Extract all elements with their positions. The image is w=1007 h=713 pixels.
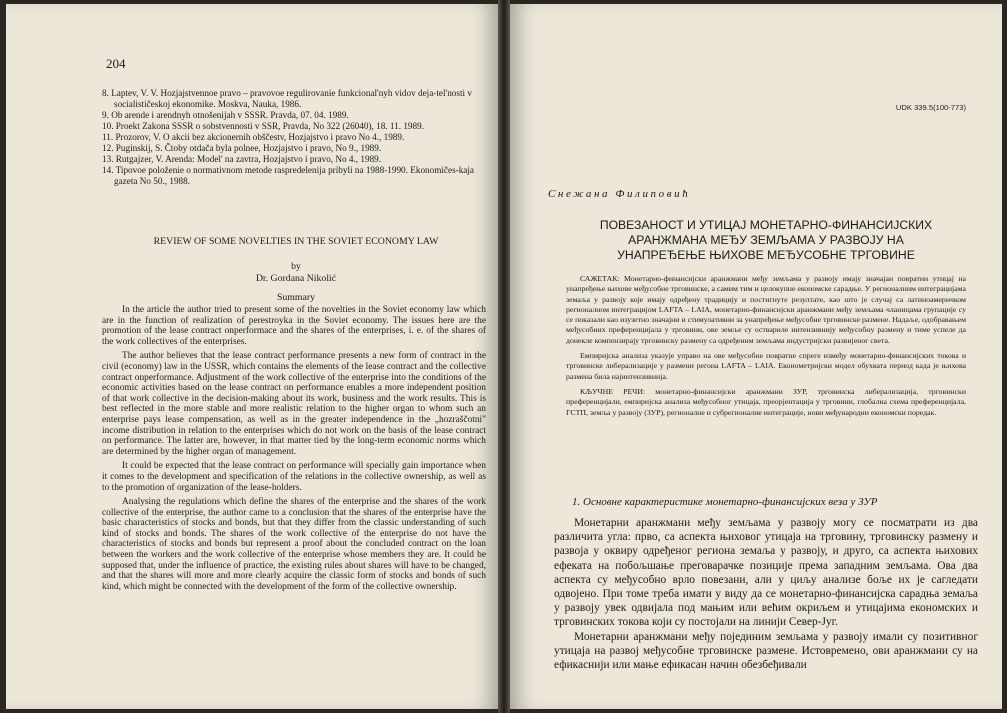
article-body [554, 516, 978, 672]
title-line: АРАНЖМАНА МЕЂУ ЗЕМЉАМА У РАЗВОЈУ НА [628, 233, 904, 247]
summary-body [102, 305, 486, 596]
paragraph: It could be expected that the lease contract on performance will specially gain importance when it comes to the development and specification of the relations in the collective ownership, as well as to the promotion of organization of the lease-holders. [102, 461, 486, 493]
reference-item: 11. Prozorov, V. O akcii bez akcionernih obščestv, Hozjajstvo i pravo No 4., 1989. [102, 132, 405, 142]
right-page [510, 4, 1002, 709]
reference-item: 10. Proekt Zakona SSSR o sobstvennosti v SSR, Pravda, No 322 (26040), 18. 11. 1989. [102, 121, 424, 131]
title-line: УНАПРЕЂЕЊЕ ЊИХОВЕ МЕЂУСОБНЕ ТРГОВИНЕ [617, 248, 915, 262]
paragraph: Монетарни аранжмани међу појединим земљама у развоју имали су позитивног утицаја на развој међусобне трговинске размене. Истовремено, ови аранжмани су на ефикаснији или мање ефикасан начин обезбеђивали [554, 630, 978, 672]
reference-item: 12. Puginskij, S. Čtoby otdača byla polnee, Hozjajstvo i pravo, No 9., 1989. [102, 143, 382, 153]
reference-item: 14. Tipovoe položenie o normativnom metode raspredelenija pribyli na 1988-1990. Ekonomičes-kaja gazeta No 50., 1988. [102, 165, 475, 186]
abstract-paragraph: САЖЕТАК: Монетарно-финансијски аранжмани међу земљама у развоју имају значајан повратни утицај на унапређење њихове међусобне трговинске, а самим тим и целокупне економске сарадње. У регионалним интеграцијама земаља у развоју које имају одређену традицију и постигнуте резултате, као што је случај са латиноамеричком регионалном интеграцијом LAFTA – LAIA, монетарно-финансијски аранжмани међу земљама чланицама групације су се показали као изузетно значајни и стимулативни за унапређење међусобне трговинске размене. Надаље, одобравањем међусобних преференцијала у трговини, ове земље су оствариле интензивнију међусобну размену и тиме успеле да донекле компензирају трговинску размену са одређеним земљама индустријски развијеног света. [566, 274, 966, 345]
paragraph: Analysing the regulations which define the shares of the enterprise and the shares of the work collective of the enterprise, the author came to a conclusion that the shares of the enterprise have the basic characteristics of stocks and bonds, but that they differ from the classic understanding of such kind of stocks and bonds. The shares of the work collective of the enterprise do not have the characteristics of stocks and bonds but represent a proof about the concluded contract on the loan between the workers and the work collective of the enterprise whose members they are. It could be supposed that, under the influence of practice, the existing rules about shares will have to be changed, and that the shares will more and more clearly acquire the classic form of stocks and bonds of such kind, which might be connected with the development of the form of the collective ownership. [102, 497, 486, 592]
reference-list [102, 88, 486, 187]
byline-by: by [291, 261, 301, 272]
summary-heading: Summary [276, 292, 316, 303]
review-title: REVIEW OF SOME NOVELTIES IN THE SOVIET ECONOMY LAW [153, 236, 439, 247]
title-line: ПОВЕЗАНОСТ И УТИЦАЈ МОНЕТАРНО-ФИНАНСИЈСКИХ [599, 218, 933, 232]
paragraph: In the article the author tried to present some of the novelties in the Soviet economy law which are in the function of realization of perestroyka in the Soviet economy. The issues here are the promotion of the lease contract onperformace and the shares of the enterprises, i. e. of the shares of the work collectives of the enterprises. [102, 305, 486, 347]
keywords: КЉУЧНЕ РЕЧИ: монетарно-финансијски аранжмани ЗУР, трговинска либерализација, трговински преференцијали, емпиријска анализа међусобног утицаја, преорјентација у трговини, глобална схема преференцијала, ГСТП, земља у развоју (ЗУР), регионалне и субрегионалне интеграције, нови међународни економски поредак. [566, 386, 966, 417]
review-author: Dr. Gordana Nikolić [255, 273, 337, 284]
page-number: 204 [106, 56, 126, 71]
reference-item: 8. Laptev, V. V. Hozjajstvennoe pravo – pravovoe regulirovanie funkcional'nyh vidov deja-tel'nosti v socialističeskoj ekonomike. Moskva, Nauka, 1986. [102, 88, 472, 109]
book-gutter [498, 0, 510, 713]
udk-code: UDK 339.5(100-773) [895, 103, 966, 112]
left-page [6, 4, 498, 709]
abstract [566, 274, 966, 423]
article-author: Снежана Филиповић [548, 188, 691, 200]
section-heading: 1. Основне карактеристике монетарно-финансијских веза у ЗУР [572, 496, 878, 508]
paragraph: Монетарни аранжмани међу земљама у развоју могу се посматрати из два различита угла: прво, са аспекта њиховог утицаја на трговину, трговинску размену и развоја у оквиру одређеног региона земаља у развоју, и друго, са аспекта њихових ефеката на побољшање преговарачке позиције према западним земљама. Ова два аспекта су међусобно врло повезани, али у циљу анализе боље их је сагледати одвојено. При томе треба имати у виду да се монетарно-финансијска сарадња земаља у развоју увек одвијала под мањим или већим окриљем и утицајима економских и трговинских токова који су постојали на линији Север-Југ. [554, 517, 978, 629]
abstract-paragraph: Емпиријска анализа указује управо на ове међусобне повратне спреге између монетарно-финансијских токова и трговинске либерализације у размени регона LAFTA – LAIA. Економетријски модел обухвата период када је њихова размена била најинтензивнија. [566, 351, 966, 381]
reference-item: 13. Rutgajzer, V. Arenda: Model' na zavtra, Hozjajstvo i pravo, No 4., 1989. [102, 154, 382, 164]
paragraph: The author believes that the lease contract performance presents a new form of contract in the civil (economy) law in the USSR, which contains the elements of the lease contract and the collective contract onperformance. Adjustment of the work collective of the enterprise into the conditions of the economic activities based on the lease contract on performance enables a more independent position of that work collective in the decision-making about its work, business and the work results. This is best reflected in the more stable and more realistic relation to the higher organ to whom such an enterprise pays lease compensation, as well as in the greater independence in the „hozraščotni" income distribution in relation to the enterprises which do not work on the basis of the lease contract on performance. The latter are, however, in that matter tied by the long-term economic norms which are determined by the higher organ of management. [102, 351, 486, 457]
article-title [546, 218, 986, 263]
reference-item: 9. Ob arende i arendnyh otnošenijah v SSSR. Pravda, 07. 04. 1989. [102, 110, 349, 120]
